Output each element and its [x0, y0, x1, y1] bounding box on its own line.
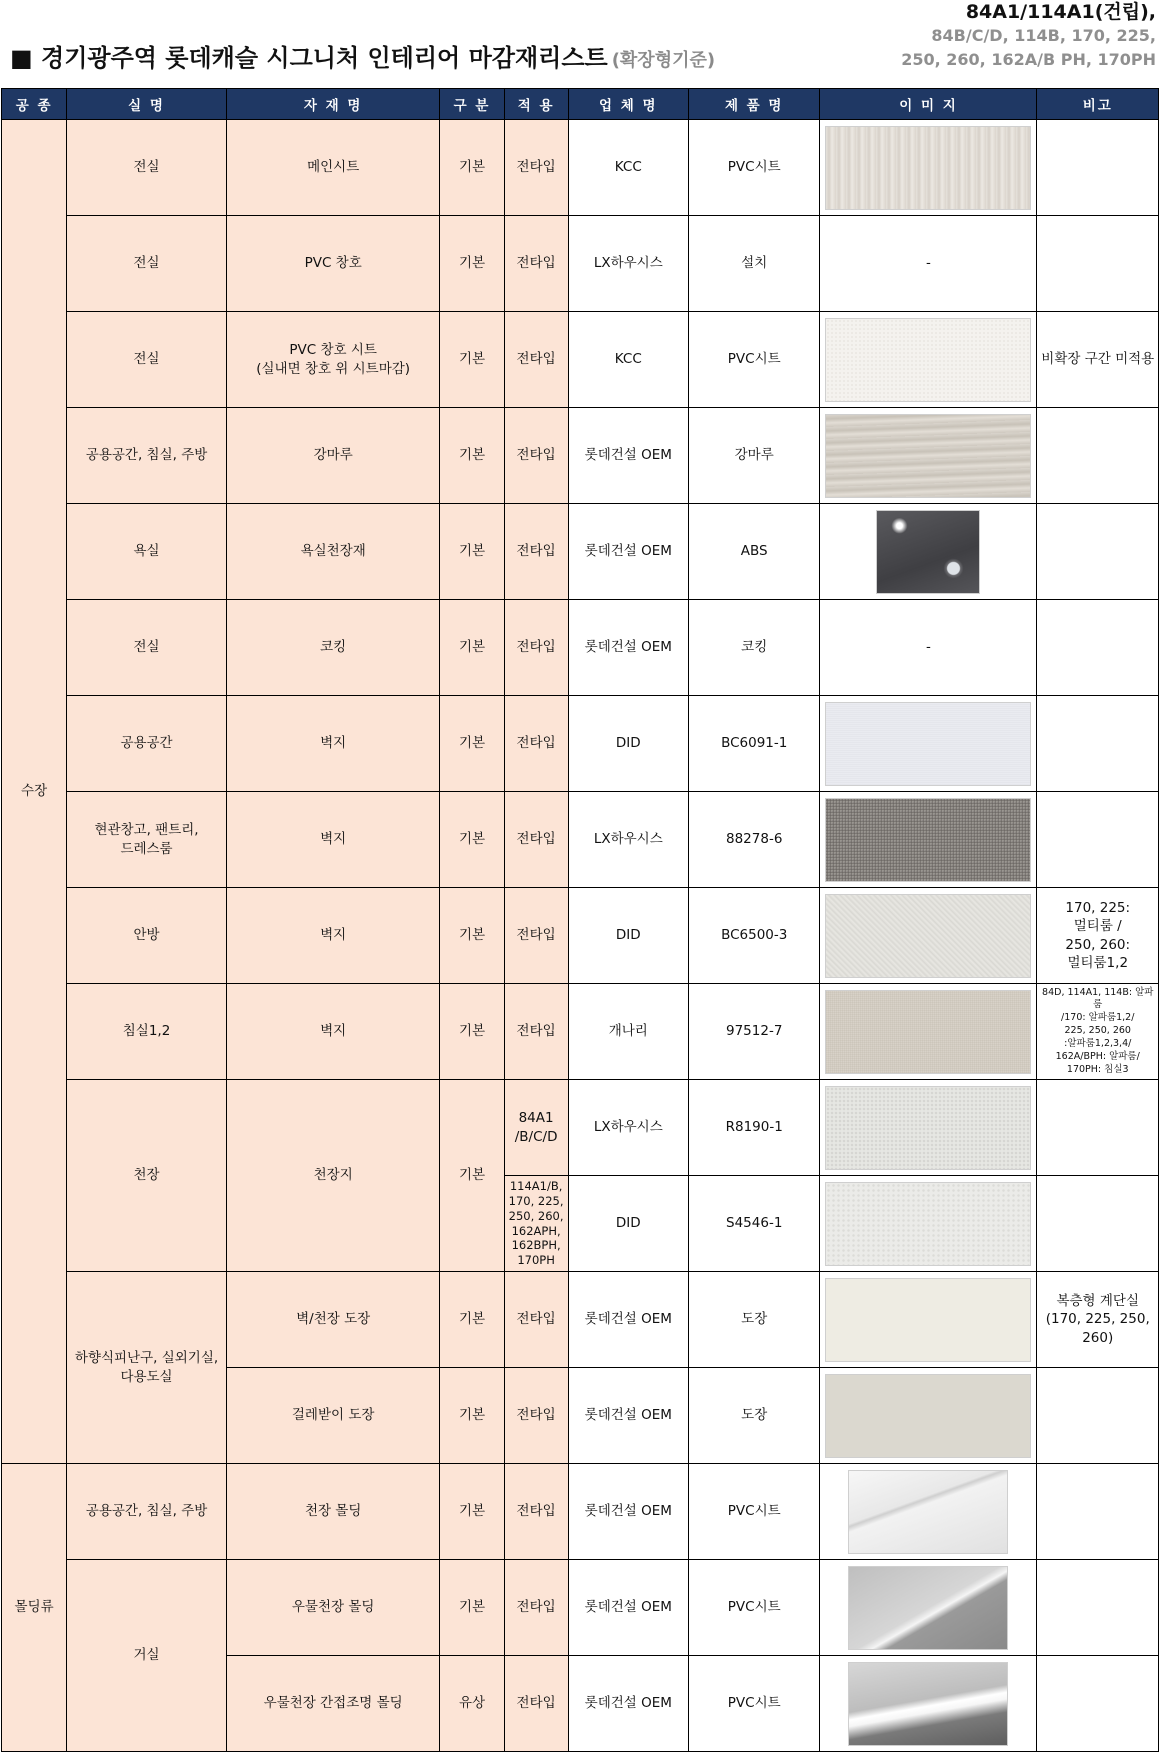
finish-materials-table: [1, 88, 1159, 1752]
apply-cell: 전타입: [504, 600, 568, 696]
material-cell: [226, 312, 440, 408]
table-row: [2, 792, 1159, 888]
models-line-3: 250, 260, 162A/B PH, 170PH: [901, 50, 1156, 69]
note-line: 260): [1082, 1329, 1114, 1346]
apply-cell: 전타입: [504, 408, 568, 504]
vendor-cell: DID: [568, 1176, 688, 1272]
product-cell: 설치: [688, 216, 820, 312]
vendor-cell: LX하우시스: [568, 792, 688, 888]
paint-swatch: [825, 1374, 1031, 1458]
material-cell: 메인시트: [226, 120, 440, 216]
vendor-cell: 개나리: [568, 984, 688, 1080]
apply-line: 162APH,: [511, 1223, 561, 1238]
product-cell: S4546-1: [688, 1176, 820, 1272]
image-cell: -: [820, 600, 1037, 696]
col-header-image: 이 미 지: [820, 89, 1037, 120]
table-row: [2, 1464, 1159, 1560]
note-cell: 비확장 구간 미적용: [1037, 312, 1159, 408]
note-cell: [1037, 984, 1159, 1080]
ceiling-paper-swatch: [825, 1182, 1031, 1266]
col-header-material: 자 재 명: [226, 89, 440, 120]
type-cell: 기본: [440, 696, 504, 792]
note-line: :알파룸1,2,3,4/: [1064, 1037, 1132, 1049]
note-cell: [1037, 1656, 1159, 1752]
table-row: [2, 504, 1159, 600]
material-line-1: PVC 창호 시트: [289, 342, 377, 359]
note-line: (170, 225, 250,: [1045, 1311, 1150, 1328]
type-cell: 기본: [440, 1464, 504, 1560]
wallpaper-swatch: [825, 894, 1031, 978]
wood-floor-swatch: [825, 414, 1031, 498]
wood-sheet-swatch: [825, 126, 1031, 210]
product-cell: PVC시트: [688, 1464, 820, 1560]
type-cell: 기본: [440, 600, 504, 696]
material-cell: 코킹: [226, 600, 440, 696]
note-cell: [1037, 792, 1159, 888]
type-cell: 기본: [440, 1272, 504, 1368]
vendor-cell: LX하우시스: [568, 1080, 688, 1176]
type-cell: 기본: [440, 1080, 504, 1272]
note-line: 84D, 114A1, 114B: 알파룸: [1042, 986, 1154, 1011]
note-cell: [1037, 120, 1159, 216]
vendor-cell: 롯데건설 OEM: [568, 1272, 688, 1368]
note-cell: [1037, 696, 1159, 792]
note-cell: [1037, 600, 1159, 696]
title-text: ■ 경기광주역 롯데캐슬 시그니처 인테리어 마감재리스트: [10, 44, 608, 72]
note-cell: [1037, 1176, 1159, 1272]
vendor-cell: 롯데건설 OEM: [568, 1656, 688, 1752]
product-cell: 코킹: [688, 600, 820, 696]
room-cell: 욕실: [67, 504, 227, 600]
note-line: 멀티룸1,2: [1067, 954, 1129, 971]
page-title: [10, 38, 715, 73]
vendor-cell: LX하우시스: [568, 216, 688, 312]
room-line-1: 하향식피난구, 실외기실,: [74, 1350, 219, 1367]
type-cell: 기본: [440, 120, 504, 216]
apply-cell: 전타입: [504, 792, 568, 888]
material-cell: 벽/천장 도장: [226, 1272, 440, 1368]
product-cell: 도장: [688, 1272, 820, 1368]
apply-cell: [504, 1080, 568, 1176]
room-cell: 침실1,2: [67, 984, 227, 1080]
table-row: [2, 888, 1159, 984]
table-row: [2, 216, 1159, 312]
category-cell: 몰딩류: [2, 1464, 67, 1752]
apply-line: 114A1/B,: [509, 1178, 563, 1193]
material-cell: 욕실천장재: [226, 504, 440, 600]
product-cell: PVC시트: [688, 1656, 820, 1752]
coffered-molding-photo: [848, 1566, 1008, 1650]
vendor-cell: 롯데건설 OEM: [568, 408, 688, 504]
wallpaper-swatch: [825, 990, 1031, 1074]
product-cell: R8190-1: [688, 1080, 820, 1176]
apply-line: 170PH: [517, 1253, 555, 1268]
room-cell: 공용공간: [67, 696, 227, 792]
type-cell: 기본: [440, 1560, 504, 1656]
room-cell: 전실: [67, 120, 227, 216]
vendor-cell: 롯데건설 OEM: [568, 600, 688, 696]
room-cell: 거실: [67, 1560, 227, 1752]
apply-cell: 전타입: [504, 1656, 568, 1752]
product-cell: 97512-7: [688, 984, 820, 1080]
apply-line: 162BPH,: [511, 1238, 561, 1253]
note-cell: [1037, 1368, 1159, 1464]
note-line: /170: 알파룸1,2/: [1061, 1012, 1135, 1024]
wallpaper-swatch: [825, 798, 1031, 882]
category-cell: 수장: [2, 120, 67, 1464]
note-cell: [1037, 1560, 1159, 1656]
type-cell: 기본: [440, 792, 504, 888]
table-row: [2, 408, 1159, 504]
vendor-cell: DID: [568, 696, 688, 792]
product-cell: ABS: [688, 504, 820, 600]
apply-cell: 전타입: [504, 216, 568, 312]
type-cell: 유상: [440, 1656, 504, 1752]
image-cell: [820, 1656, 1037, 1752]
bath-ceiling-photo: [876, 510, 980, 594]
note-cell: [1037, 216, 1159, 312]
room-line-2: 다용도실: [120, 1368, 173, 1385]
apply-cell: 전타입: [504, 984, 568, 1080]
table-row: [2, 984, 1159, 1080]
type-cell: 기본: [440, 216, 504, 312]
apply-cell: 전타입: [504, 504, 568, 600]
apply-cell: 전타입: [504, 1368, 568, 1464]
apply-cell: 전타입: [504, 312, 568, 408]
material-cell: 우물천장 간접조명 몰딩: [226, 1656, 440, 1752]
material-cell: 벽지: [226, 984, 440, 1080]
note-line: 162A/BPH: 알파룸/: [1055, 1050, 1140, 1062]
product-cell: PVC시트: [688, 1560, 820, 1656]
apply-line: 84A1: [518, 1110, 554, 1127]
image-cell: [820, 1560, 1037, 1656]
image-cell: [820, 408, 1037, 504]
material-cell: 천장지: [226, 1080, 440, 1272]
note-line: 170, 225:: [1065, 900, 1131, 917]
indirect-light-molding-photo: [848, 1662, 1008, 1746]
room-cell: 공용공간, 침실, 주방: [67, 1464, 227, 1560]
product-cell: BC6091-1: [688, 696, 820, 792]
material-cell: 벽지: [226, 792, 440, 888]
type-cell: 기본: [440, 888, 504, 984]
note-cell: [1037, 504, 1159, 600]
table-row: [2, 1560, 1159, 1656]
col-header-vendor: 업 체 명: [568, 89, 688, 120]
room-cell: 천장: [67, 1080, 227, 1272]
product-cell: 88278-6: [688, 792, 820, 888]
room-cell: 전실: [67, 216, 227, 312]
product-cell: 도장: [688, 1368, 820, 1464]
vendor-cell: 롯데건설 OEM: [568, 1560, 688, 1656]
type-cell: 기본: [440, 984, 504, 1080]
white-sheet-swatch: [825, 318, 1031, 402]
table-row: [2, 120, 1159, 216]
note-line: 225, 250, 260: [1064, 1025, 1131, 1037]
material-cell: 벽지: [226, 696, 440, 792]
apply-cell: [504, 1176, 568, 1272]
note-cell: [1037, 1272, 1159, 1368]
note-line: 170PH: 침실3: [1066, 1063, 1129, 1075]
col-header-product: 제 품 명: [688, 89, 820, 120]
room-line-1: 현관창고, 팬트리,: [94, 822, 199, 839]
product-cell: PVC시트: [688, 120, 820, 216]
material-cell: 강마루: [226, 408, 440, 504]
col-header-apply: 적 용: [504, 89, 568, 120]
image-cell: [820, 1080, 1037, 1176]
table-row: [2, 696, 1159, 792]
product-cell: 강마루: [688, 408, 820, 504]
image-cell: [820, 888, 1037, 984]
room-cell: 전실: [67, 312, 227, 408]
vendor-cell: KCC: [568, 312, 688, 408]
image-cell: [820, 312, 1037, 408]
col-header-note: 비고: [1037, 89, 1159, 120]
material-cell: 천장 몰딩: [226, 1464, 440, 1560]
image-cell: [820, 1176, 1037, 1272]
note-cell: [1037, 1464, 1159, 1560]
image-cell: [820, 1368, 1037, 1464]
models-line-2: 84B/C/D, 114B, 170, 225,: [931, 26, 1156, 45]
product-cell: BC6500-3: [688, 888, 820, 984]
apply-cell: 전타입: [504, 888, 568, 984]
vendor-cell: 롯데건설 OEM: [568, 1368, 688, 1464]
ceiling-paper-swatch: [825, 1086, 1031, 1170]
note-cell: [1037, 408, 1159, 504]
room-cell: 안방: [67, 888, 227, 984]
room-cell: 공용공간, 침실, 주방: [67, 408, 227, 504]
models-line-1: 84A1/114A1(건립),: [965, 1, 1156, 23]
room-cell: [67, 792, 227, 888]
apply-cell: 전타입: [504, 696, 568, 792]
apply-cell: 전타입: [504, 1272, 568, 1368]
col-header-type: 구 분: [440, 89, 504, 120]
col-header-trade: 공 종: [2, 89, 67, 120]
col-header-room: 실 명: [67, 89, 227, 120]
product-cell: PVC시트: [688, 312, 820, 408]
note-cell: [1037, 888, 1159, 984]
table-header-row: [2, 89, 1159, 120]
apply-cell: 전타입: [504, 1560, 568, 1656]
material-cell: 벽지: [226, 888, 440, 984]
note-line: 250, 260:: [1065, 936, 1131, 953]
material-cell: 걸레받이 도장: [226, 1368, 440, 1464]
image-cell: [820, 792, 1037, 888]
ceiling-molding-photo: [848, 1470, 1008, 1554]
vendor-cell: KCC: [568, 120, 688, 216]
image-cell: [820, 1272, 1037, 1368]
table-row: [2, 1080, 1159, 1176]
room-cell: 전실: [67, 600, 227, 696]
applicable-models: [901, 0, 1156, 72]
type-cell: 기본: [440, 1368, 504, 1464]
material-cell: PVC 창호: [226, 216, 440, 312]
table-row: [2, 600, 1159, 696]
room-line-2: 드레스룸: [120, 840, 173, 857]
image-cell: [820, 984, 1037, 1080]
image-cell: [820, 1464, 1037, 1560]
wallpaper-swatch: [825, 702, 1031, 786]
apply-cell: 전타입: [504, 1464, 568, 1560]
apply-line: 170, 225,: [508, 1193, 564, 1208]
table-row: [2, 1272, 1159, 1368]
title-subtitle: (확장형기준): [611, 50, 716, 71]
apply-line: /B/C/D: [514, 1128, 558, 1145]
material-line-2: (실내면 창호 위 시트마감): [256, 360, 411, 377]
vendor-cell: 롯데건설 OEM: [568, 1464, 688, 1560]
note-line: 멀티룸 /: [1073, 918, 1122, 935]
material-cell: 우물천장 몰딩: [226, 1560, 440, 1656]
image-cell: [820, 696, 1037, 792]
note-line: 복층형 계단실: [1056, 1293, 1140, 1310]
type-cell: 기본: [440, 312, 504, 408]
image-cell: [820, 504, 1037, 600]
type-cell: 기본: [440, 408, 504, 504]
room-cell: [67, 1272, 227, 1464]
vendor-cell: 롯데건설 OEM: [568, 504, 688, 600]
paint-swatch: [825, 1278, 1031, 1362]
apply-line: 250, 260,: [508, 1208, 564, 1223]
table-row: [2, 312, 1159, 408]
apply-cell: 전타입: [504, 120, 568, 216]
image-cell: -: [820, 216, 1037, 312]
vendor-cell: DID: [568, 888, 688, 984]
image-cell: [820, 120, 1037, 216]
note-cell: [1037, 1080, 1159, 1176]
type-cell: 기본: [440, 504, 504, 600]
